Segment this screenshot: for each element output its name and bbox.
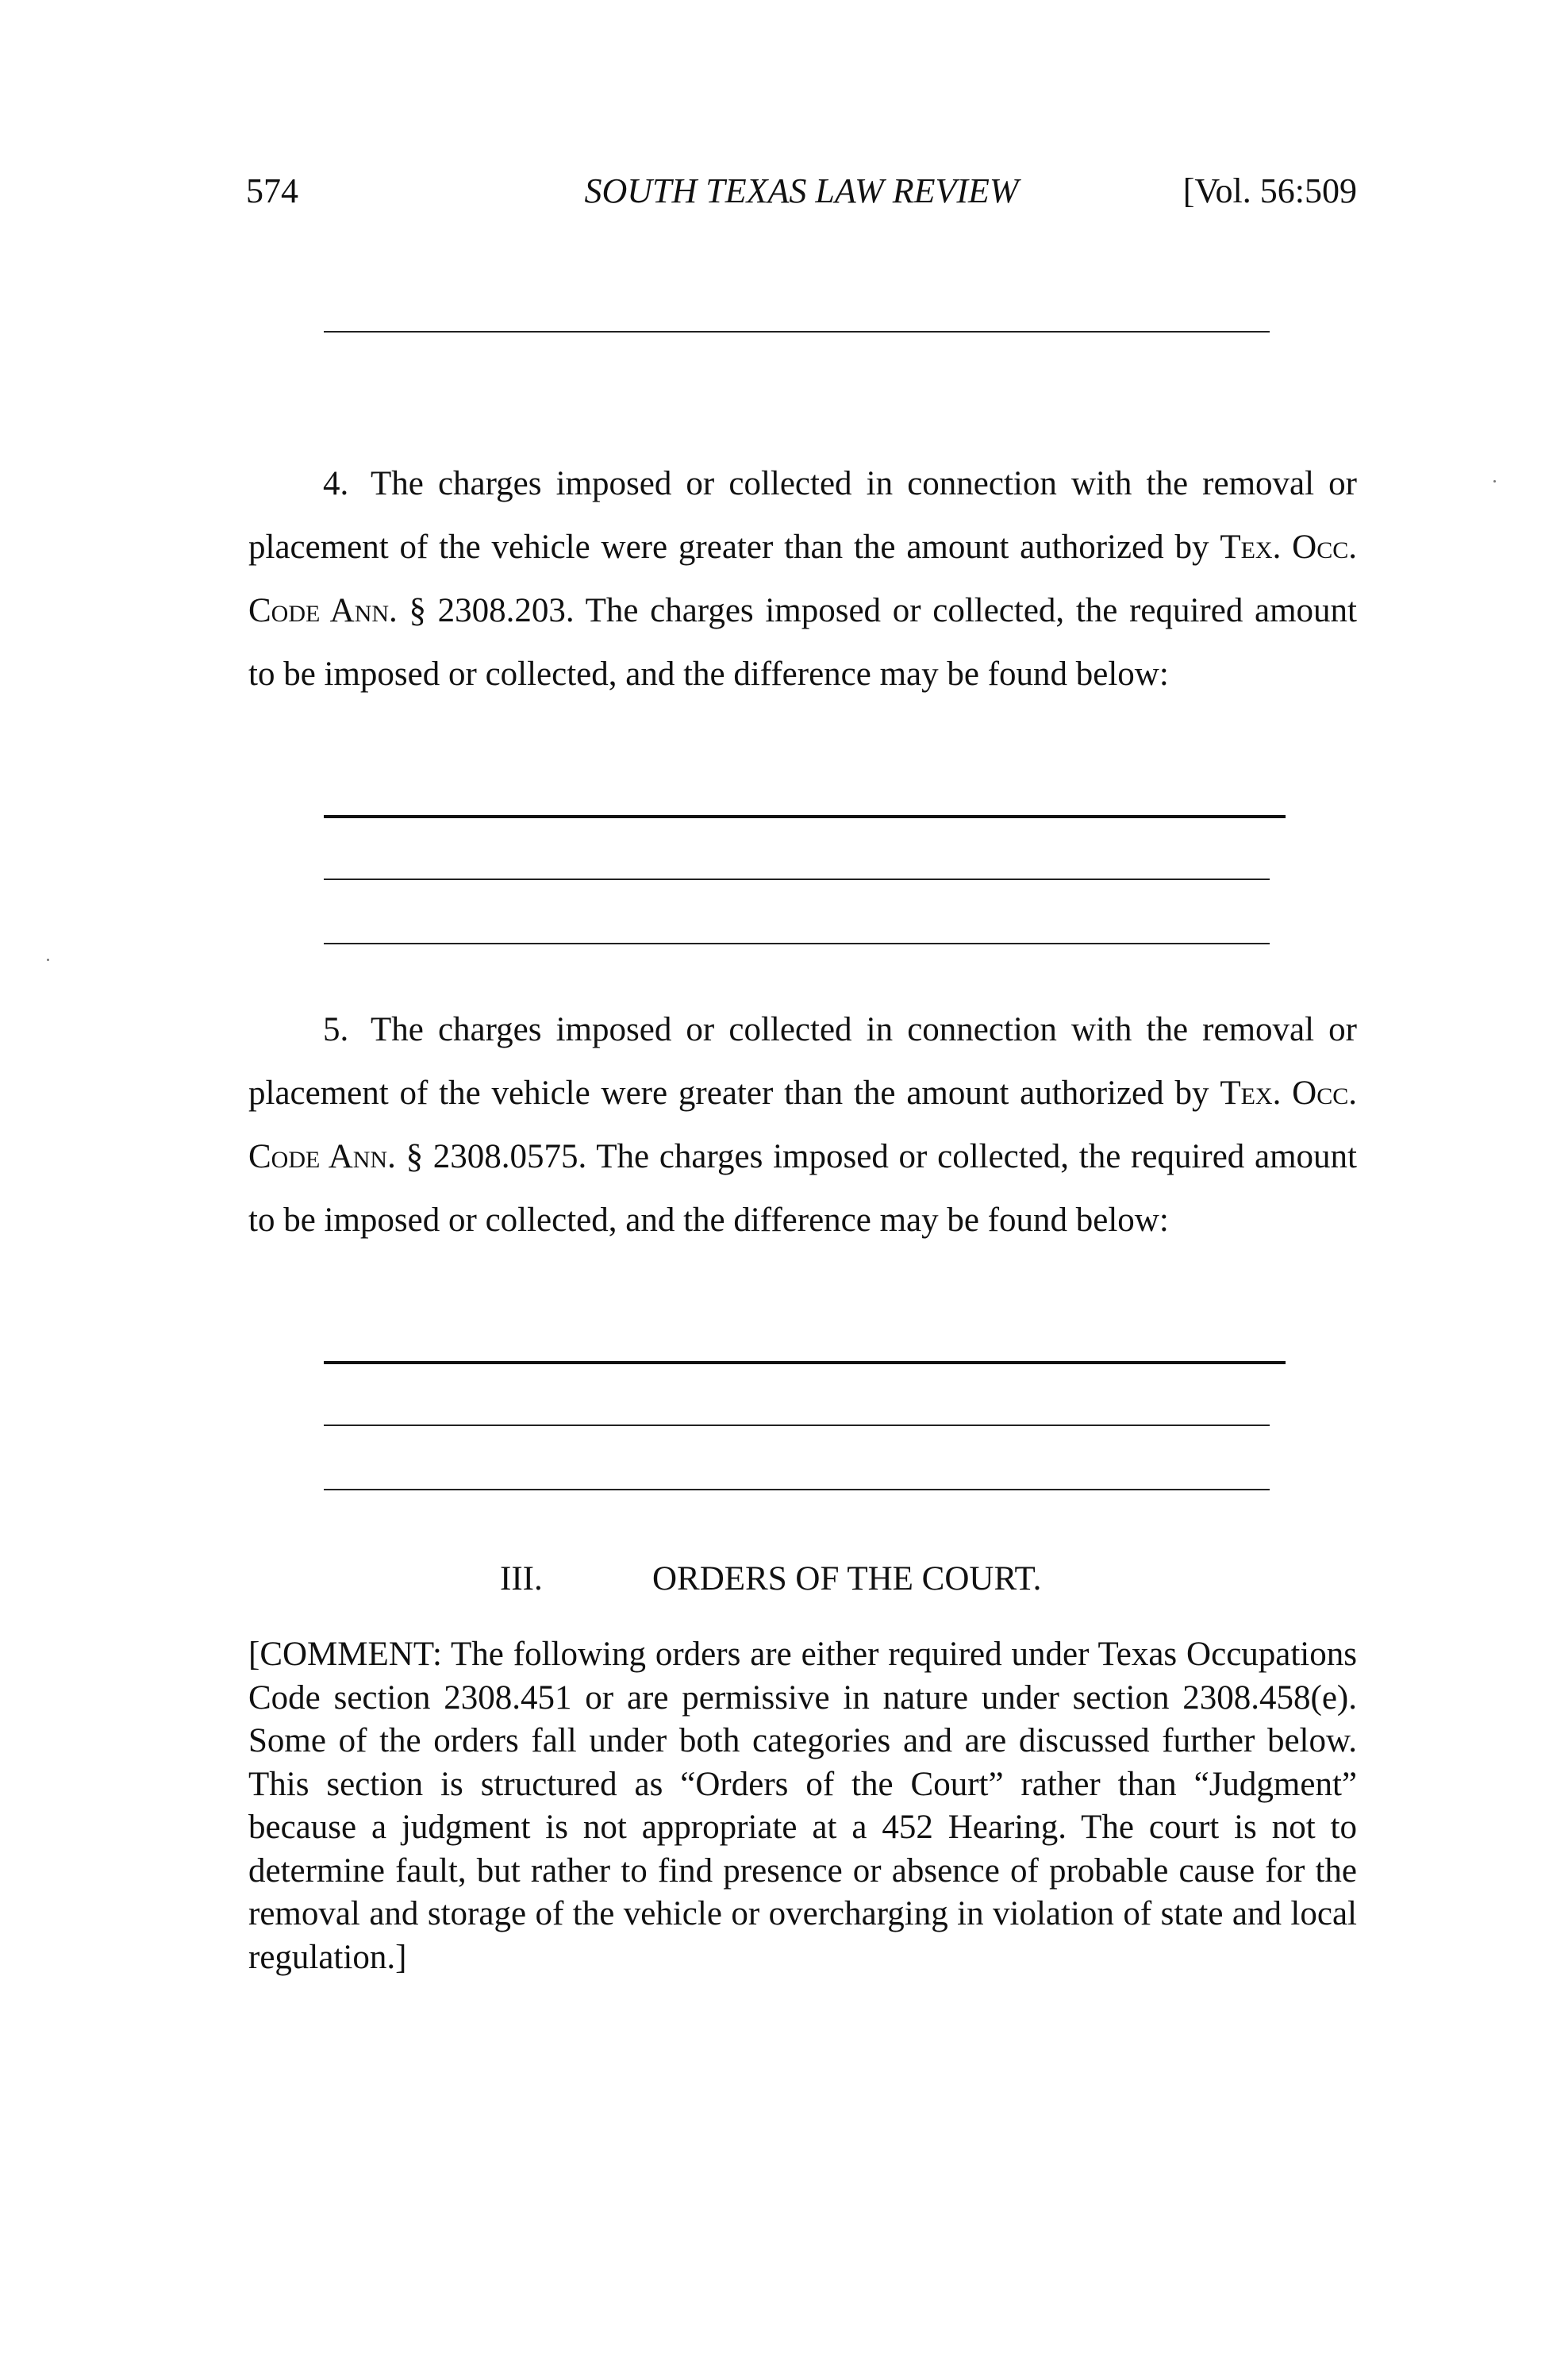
- item-text-continued: § 2308.0575. The charges imposed or collected, the required amount to be imposed or collected, and the difference may be found below:: [248, 1138, 1357, 1239]
- running-header: [246, 171, 1357, 218]
- blank-line: [324, 331, 1270, 333]
- statute-citation: Tex. Occ. Code Ann.: [248, 1075, 1357, 1175]
- blank-line: [324, 943, 1270, 944]
- section-heading: [0, 1559, 1549, 1607]
- volume-citation: [Vol. 56:509: [1182, 171, 1357, 210]
- item-text-continued: § 2308.203. The charges imposed or collected, the required amount to be imposed or collected, and the difference may be found below:: [248, 592, 1357, 693]
- blank-line: [324, 1361, 1286, 1364]
- item-number: 4.: [323, 465, 349, 502]
- item-4-paragraph: [248, 452, 1357, 706]
- blank-line: [324, 815, 1286, 818]
- scan-speck: [1493, 480, 1496, 483]
- section-numeral: III.: [500, 1560, 543, 1598]
- blank-line: [324, 1489, 1270, 1490]
- item-text: The charges imposed or collected in connection with the removal or placement of the vehicle were greater than the amount authorized by: [248, 1011, 1357, 1112]
- item-5-paragraph: [248, 998, 1357, 1252]
- item-text: The charges imposed or collected in connection with the removal or placement of the vehicle were greater than the amount authorized by: [248, 465, 1357, 566]
- item-number: 5.: [323, 1011, 349, 1048]
- scan-speck: [47, 959, 49, 961]
- statute-citation: Tex. Occ. Code Ann.: [248, 529, 1357, 629]
- page-number: 574: [246, 171, 298, 210]
- journal-title: SOUTH TEXAS LAW REVIEW: [584, 171, 1019, 210]
- blank-line: [324, 1425, 1270, 1426]
- blank-line: [324, 879, 1270, 880]
- section-title: ORDERS OF THE COURT.: [652, 1560, 1042, 1598]
- comment-paragraph: [COMMENT: The following orders are either required under Texas Occupations Code section 2308.451 or are permissive in nature under section 2308.458(e). Some of the orders fall under both categories and are discussed further below. This section is structured as “Orders of the Court” rather than “Judgment” because a judgment is not appropriate at a 452 Hearing. The court is not to determine fault, but rather to find presence or absence of probable cause for the removal and storage of the vehicle or overcharging in violation of state and local regulation.]: [248, 1636, 1357, 1976]
